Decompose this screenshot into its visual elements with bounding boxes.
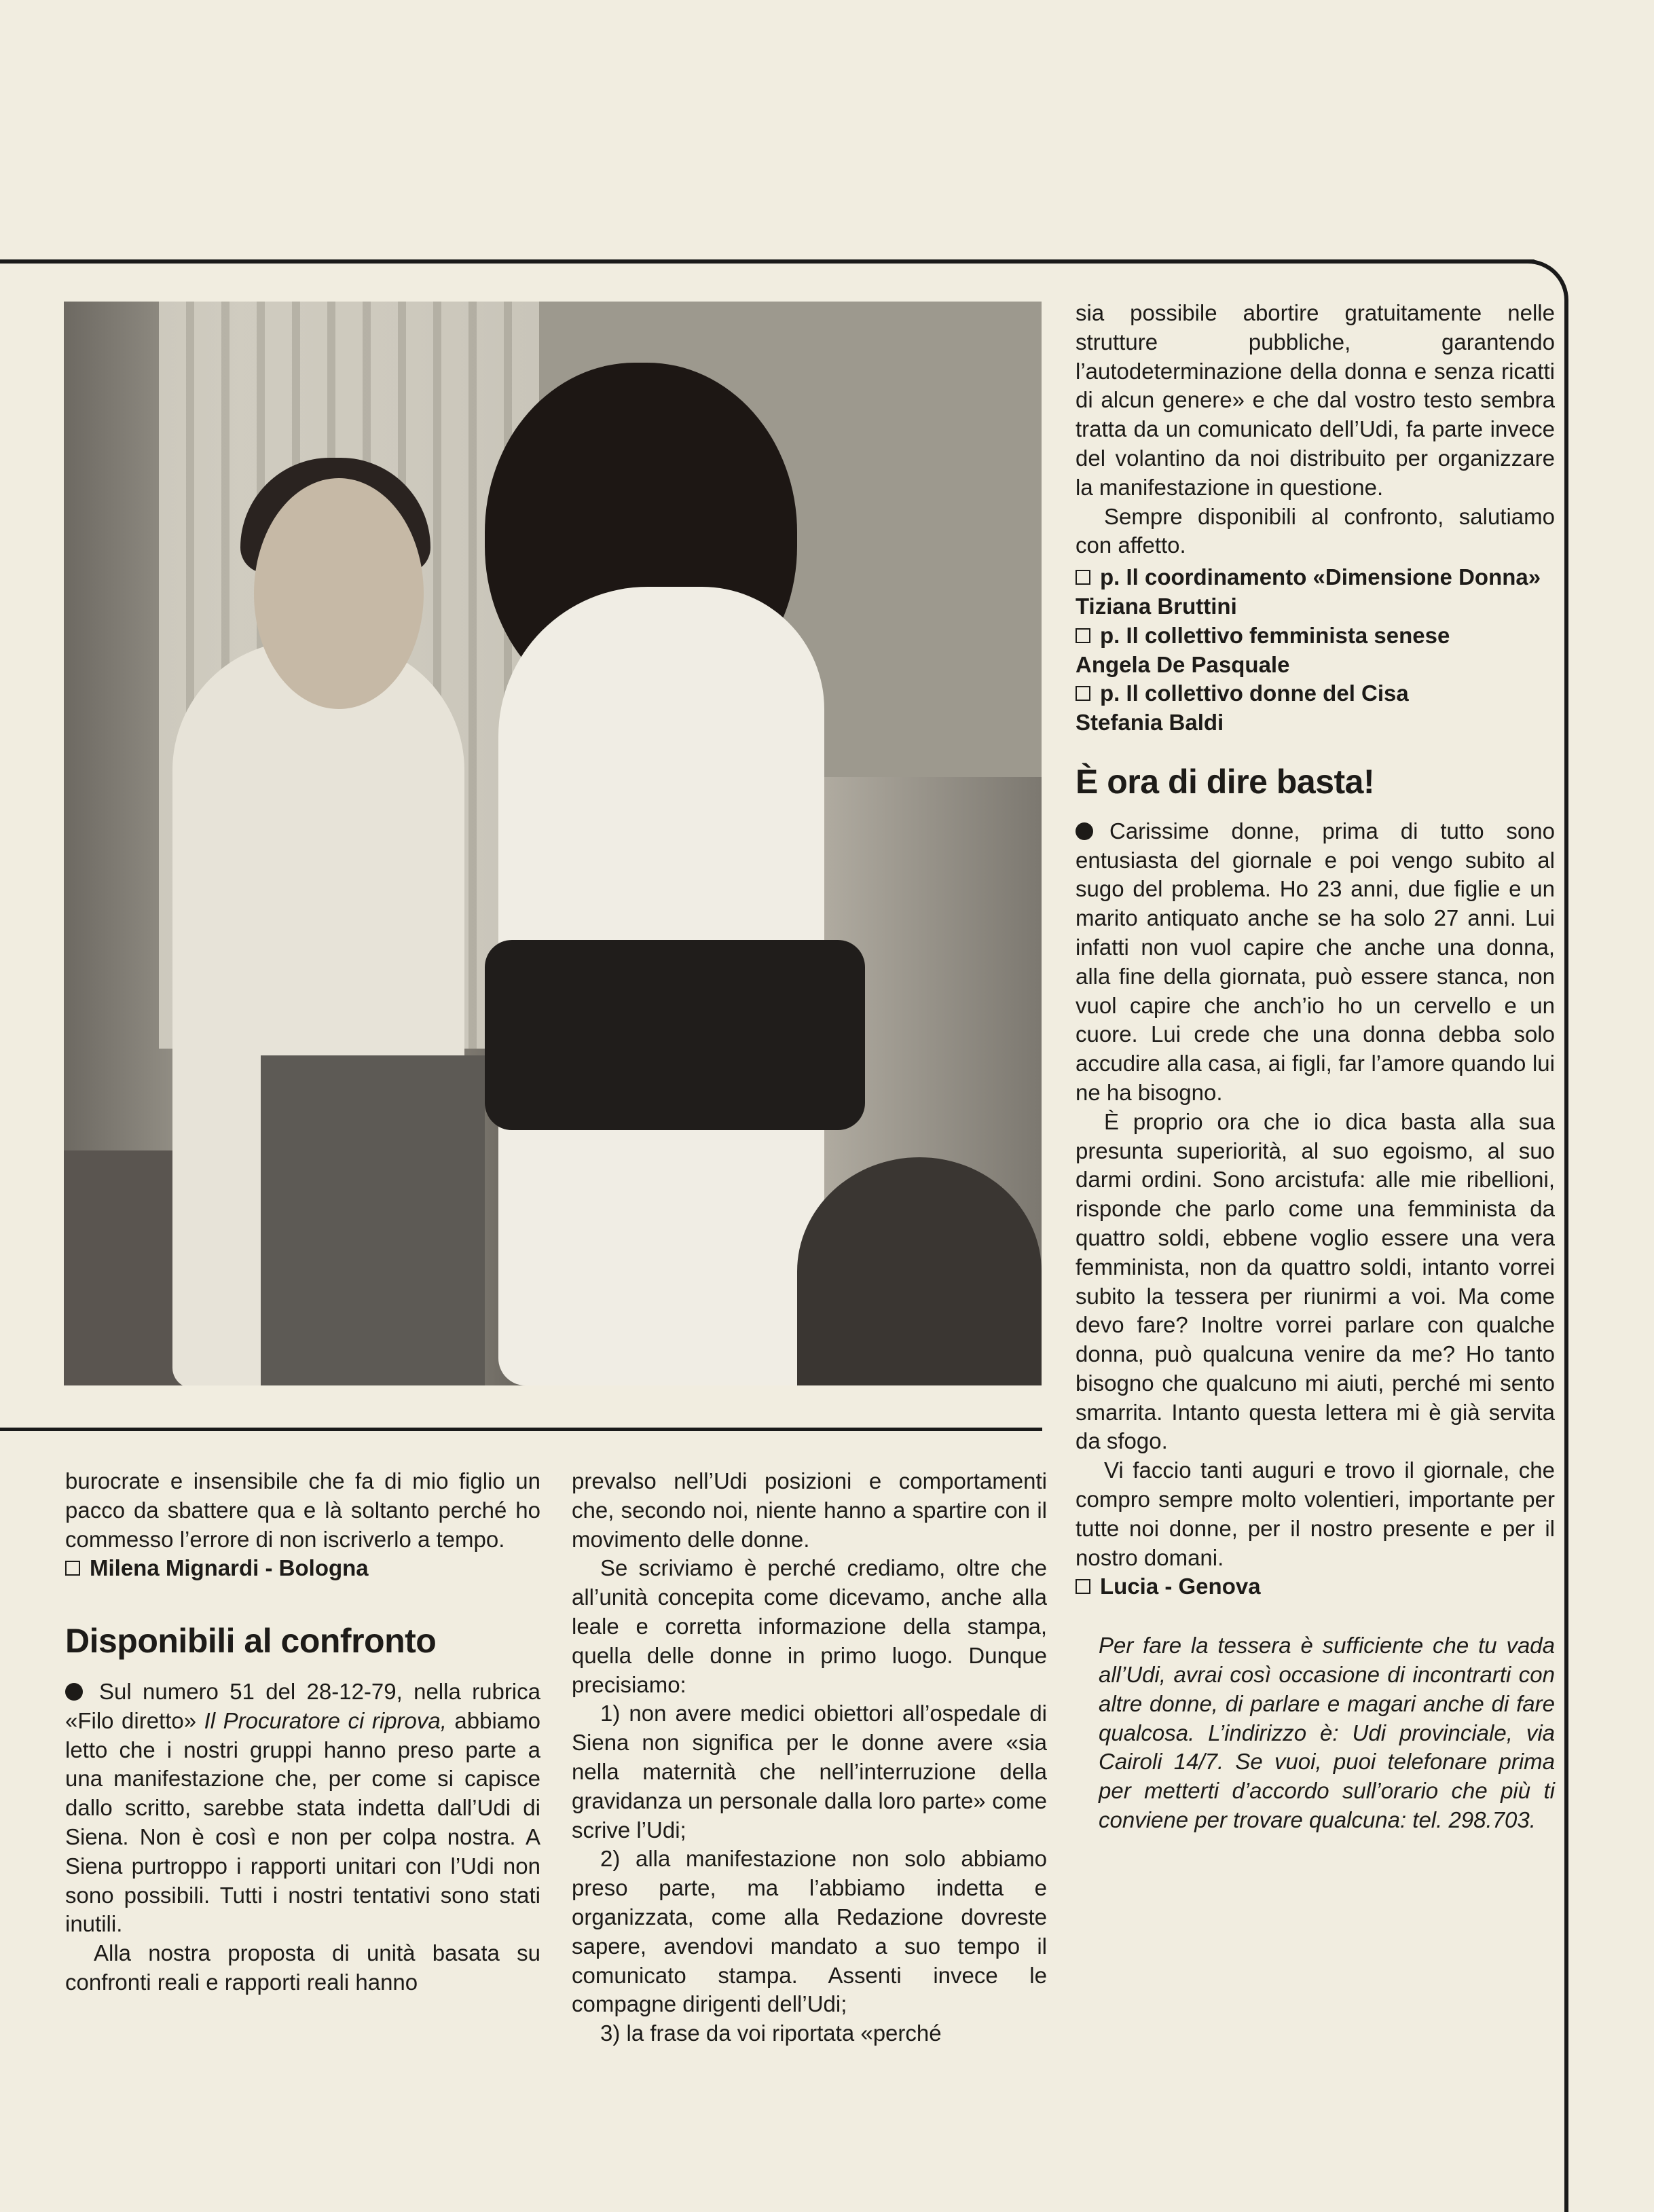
basta-para-1: Carissime donne, prima di tutto sono entusiasta del giornale e poi vengo subito al sugo del problema. Ho 23 anni, due figlie e un marito antiquato anche se ha solo 27 anni. Lui infatti non vuol capire che anche una donna, alla fine della giornata, può essere stanca, non vuol capire che anch’io ho un cervello e un cuore. Lui crede che una donna debba solo accudire alla casa, ai figli, far l’amore quando lui ne ha bisogno. — [1076, 818, 1555, 1105]
bullet-icon — [65, 1683, 83, 1701]
letter-closing: Sempre disponibili al confronto, salutiamo con affetto. — [1076, 503, 1555, 558]
left-column — [65, 1467, 540, 1997]
checkbox-icon — [1076, 686, 1090, 701]
letter-continuation: sia possibile abortire gratuitamente nelle strutture pubbliche, garantendo l’autodeterminazione della donna e senza ricatti di alcun genere» e che dal vostro testo sembra tratta da un comunicato dell’Udi, fa parte invece del volantino da noi distribuito per organizzare la manifestazione in questione. — [1076, 300, 1555, 500]
headline-basta: È ora di dire basta! — [1076, 762, 1375, 801]
basta-para-2: È proprio ora che io dica basta alla sua presunta superiorità, al suo egoismo, al suo darmi ordini. Sono arcistufa: alle mie ribellioni, risponde che parlo come una femminista da quattro soldi, ebbene voglio essere una vera femminista, non da quattro soldi, intanto vorrei subito la tessera per riunirmi a voi. Ma come devo fare? Inoltre vorrei parlare con qualche donna, può qualcuna venire da me? Ho tanto bisogno che qualcuno mi aiuti, perché mi sento smarrita. Intanto questa lettera mi è già servita da sfogo. — [1076, 1108, 1555, 1454]
basta-signature: Lucia - Genova — [1076, 1572, 1555, 1601]
photo-bottom-rule — [0, 1428, 1042, 1431]
letter-signature: Milena Mignardi - Bologna — [65, 1554, 540, 1583]
right-column — [1076, 299, 1555, 1835]
checkbox-icon — [1076, 570, 1090, 585]
signature-line: p. Il coordinamento «Dimensione Donna» — [1076, 563, 1555, 592]
frame-right-rule — [1564, 326, 1568, 2212]
mid-para-5: 3) la frase da voi riportata «perché — [600, 2020, 942, 2046]
mid-para-2: Se scriviamo è perché crediamo, oltre che all’unità concepita come dicevamo, anche alla leale e corretta informazione della stampa, quella delle donne in primo luogo. Dunque precisiamo: — [572, 1555, 1047, 1697]
photo-two-women — [64, 302, 1042, 1385]
mid-para-1: prevalso nell’Udi posizioni e comportamenti che, secondo noi, niente hanno a spartire con il movimento delle donne. — [572, 1468, 1047, 1552]
frame-top-rule — [0, 259, 1534, 264]
signature-line: p. Il collettivo femminista senese — [1076, 621, 1555, 651]
disponibili-para-2: Alla nostra proposta di unità basata su confronti reali e rapporti reali hanno — [65, 1940, 540, 1995]
mid-para-3: 1) non avere medici obiettori all’ospedale di Siena non significa per le donne avere «sia nella maternità che nell’interruzione della gravidanza un personale dalla loro parte» come scrive l’Udi; — [572, 1701, 1047, 1843]
editor-reply-text: Per fare la tessera è sufficiente che tu vada all’Udi, avrai così occasione di incontrarti con altre donne, di parlare e magari anche di fare qualcosa. L’indirizzo è: Udi provinciale, via Cairoli 14/7. Se vuoi, puoi telefonare prima per metterti d’accordo sull’orario che più ti conviene per trovare qualcuna: tel. 298.703. — [1099, 1633, 1555, 1833]
letter-end-text: burocrate e insensibile che fa di mio figlio un pacco da sbattere qua e là soltanto perché ho commesso l’errore di non iscriverlo a tempo. — [65, 1468, 540, 1552]
checkbox-icon — [65, 1561, 80, 1576]
signature-name: Angela De Pasquale — [1076, 651, 1290, 677]
disponibili-para-1: Sul numero 51 del 28-12-79, nella rubrica «Filo diretto» Il Procuratore ci riprova, abbiamo letto che i nostri gruppi hanno preso parte a una manifestazione che, per come si capisce dallo scritto, sarebbe stata indetta dall’Udi di Siena. Non è così e non per colpa nostra. A Siena purtroppo i rapporti unitari con l’Udi non sono possibili. Tutti i nostri tentativi sono stati inutili. — [65, 1678, 540, 1937]
signature-name: Tiziana Bruttini — [1076, 593, 1237, 619]
checkbox-icon — [1076, 628, 1090, 643]
mid-para-4: 2) alla manifestazione non solo abbiamo preso parte, ma l’abbiamo indetta e organizzata, come alla Redazione dovreste sapere, avendovi mandato a suo tempo il comunicato stampa. Assenti invece le compagne dirigenti dell’Udi; — [572, 1846, 1047, 2017]
basta-para-3: Vi faccio tanti auguri e trovo il giornale, che compro sempre molto volentieri, importante per tutte noi donne, per il nostro presente e per il nostro domani. — [1076, 1457, 1555, 1570]
signature-block — [1076, 563, 1555, 738]
checkbox-icon — [1076, 1579, 1090, 1594]
headline-disponibili: Disponibili al confronto — [65, 1622, 437, 1661]
bullet-icon — [1076, 822, 1093, 840]
middle-column — [572, 1467, 1047, 2048]
signature-name: Stefania Baldi — [1076, 710, 1224, 736]
signature-line: p. Il collettivo donne del Cisa — [1076, 679, 1555, 708]
editor-reply — [1076, 1631, 1555, 1835]
